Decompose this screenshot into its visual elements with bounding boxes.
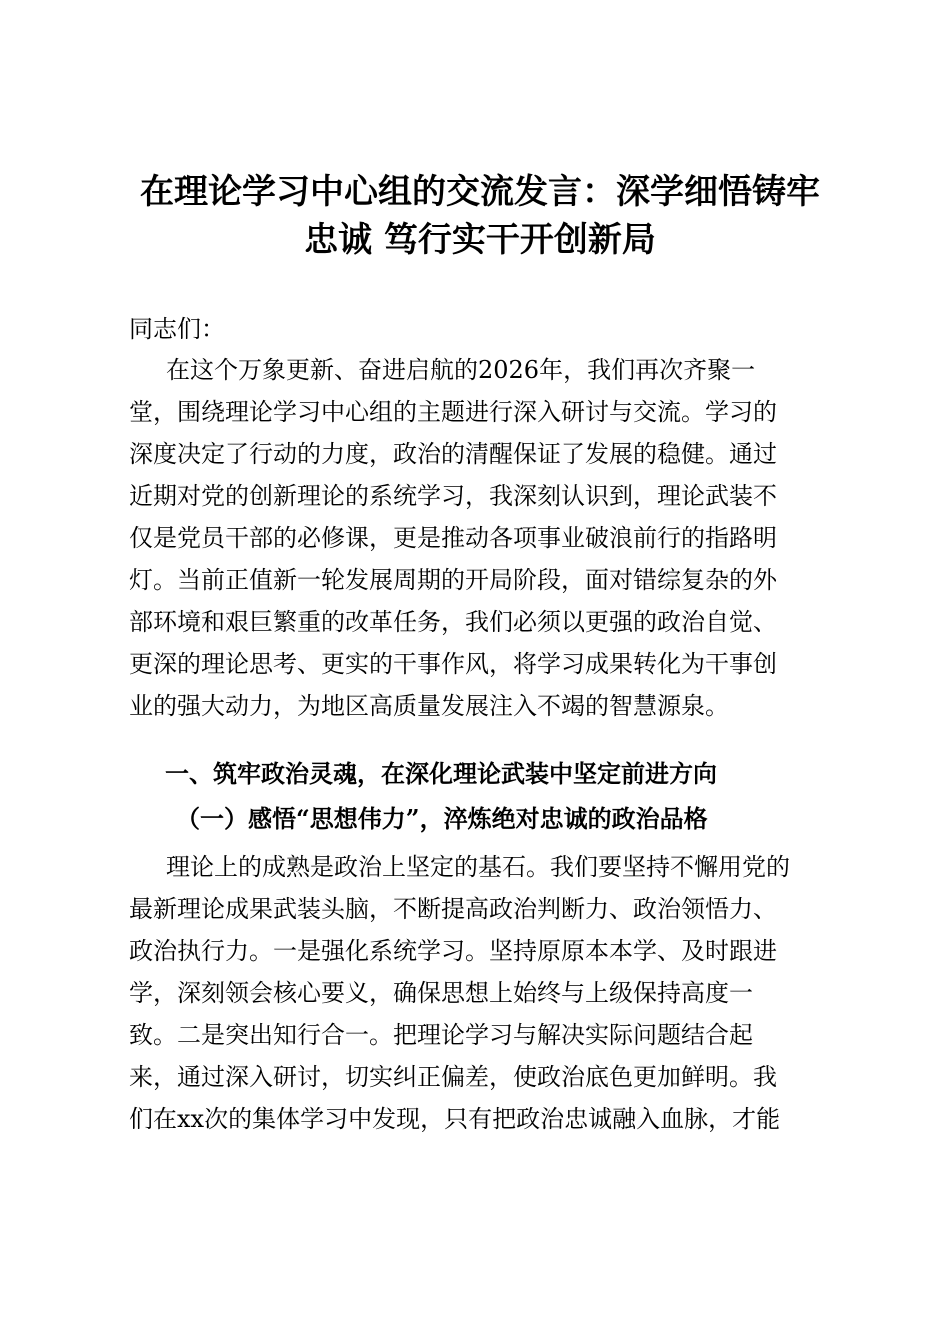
paragraph-line: 学，深刻领会核心要义，确保思想上始终与上级保持高度一 — [129, 979, 753, 1007]
paragraph-line: 理论上的成熟是政治上坚定的基石。我们要坚持不懈用党的 — [166, 853, 790, 881]
paragraph-line: 灯。当前正值新一轮发展周期的开局阶段，面对错综复杂的外 — [129, 566, 777, 594]
paragraph-line: 们在xx次的集体学习中发现，只有把政治忠诚融入血脉，才能 — [129, 1105, 781, 1133]
section-heading-1: 一、筑牢政治灵魂，在深化理论武装中坚定前进方向 — [165, 760, 717, 788]
paragraph-line: 仅是党员干部的必修课，更是推动各项事业破浪前行的指路明 — [129, 524, 777, 552]
paragraph-line: 最新理论成果武装头脑，不断提高政治判断力、政治领悟力、 — [129, 895, 777, 923]
paragraph-line: 政治执行力。一是强化系统学习。坚持原原本本学、及时跟进 — [129, 937, 777, 965]
paragraph-line: 深度决定了行动的力度，政治的清醒保证了发展的稳健。通过 — [129, 440, 777, 468]
paragraph-line: 来，通过深入研讨，切实纠正偏差，使政治底色更加鲜明。我 — [129, 1063, 777, 1091]
paragraph-line: 部环境和艰巨繁重的改革任务，我们必须以更强的政治自觉、 — [129, 608, 777, 636]
body-paragraph — [129, 846, 829, 1140]
paragraph-line: 业的强大动力，为地区高质量发展注入不竭的智慧源泉。 — [129, 692, 729, 720]
paragraph-line: 堂，围绕理论学习中心组的主题进行深入研讨与交流。学习的 — [129, 398, 777, 426]
document-title — [110, 168, 850, 264]
salutation-text: 同志们： — [129, 315, 225, 343]
paragraph-line: 更深的理论思考、更实的干事作风，将学习成果转化为干事创 — [129, 650, 777, 678]
subsection-heading-1: （一）感悟“思想伟力”，淬炼绝对忠诚的政治品格 — [176, 804, 708, 833]
intro-paragraph — [129, 349, 829, 727]
title-line: 在理论学习中心组的交流发言：深学细悟铸牢 — [140, 172, 820, 212]
salutation — [129, 308, 829, 350]
paragraph-line: 致。二是突出知行合一。把理论学习与解决实际问题结合起 — [129, 1021, 753, 1049]
title-line: 忠诚 笃行实干开创新局 — [304, 220, 656, 260]
paragraph-line: 在这个万象更新、奋进启航的2026年，我们再次齐聚一 — [166, 356, 756, 384]
paragraph-line: 近期对党的创新理论的系统学习，我深刻认识到，理论武装不 — [129, 482, 777, 510]
